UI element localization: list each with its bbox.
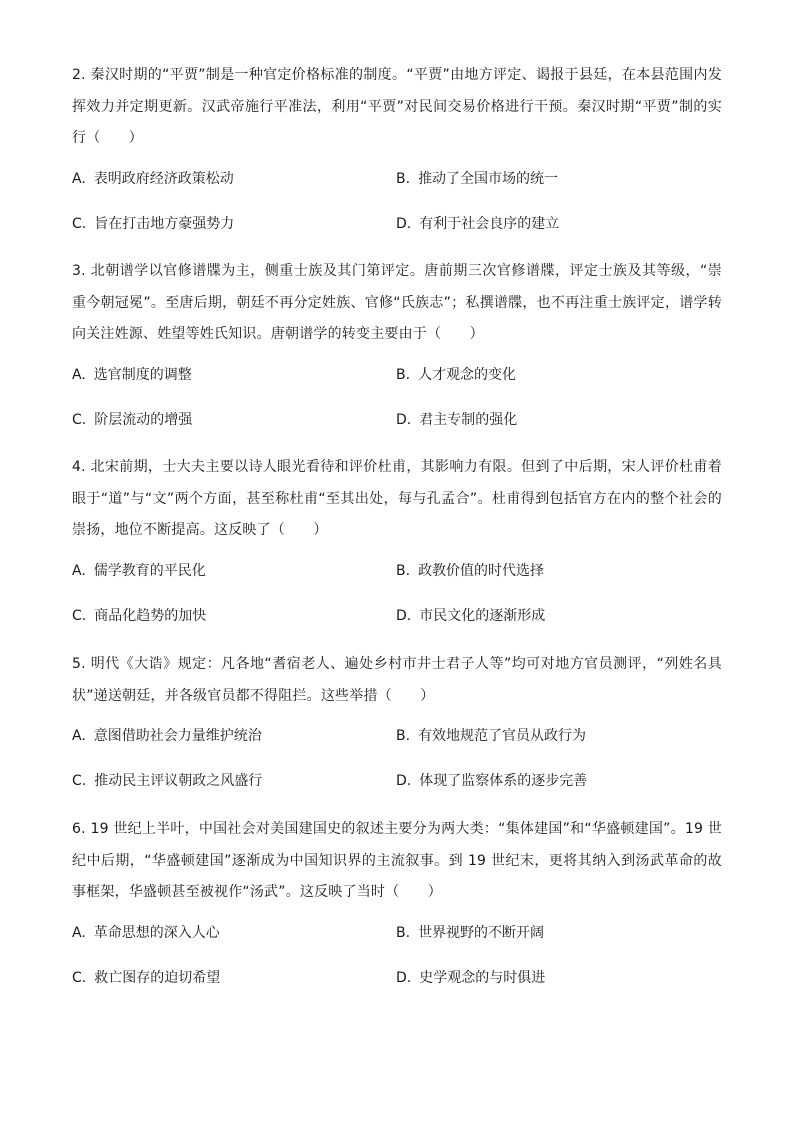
option-d[interactable]: D. 君主专制的强化 xyxy=(396,411,518,428)
question-stem: 3. 北朝谱学以官修谱牒为主，侧重士族及其门第评定。唐前期三次官修谱牒，评定士族及其等级，“崇重今朝冠冕”。至唐后期，朝廷不再分定姓族、官修“氏族志”；私撰谱牒，也不再注重士族评定，谱学转向关注姓源、姓望等姓氏知识。唐朝谱学的转变主要由于（ ） xyxy=(72,263,722,342)
option-b[interactable]: B. 有效地规范了官员从政行为 xyxy=(396,728,587,744)
question-3 xyxy=(72,256,722,431)
option-row xyxy=(72,605,722,627)
option-row xyxy=(72,967,722,989)
option-c[interactable]: C. 救亡图存的迫切希望 xyxy=(72,969,221,986)
option-a[interactable]: A. 革命思想的深入人心 xyxy=(72,924,220,941)
question-stem: 2. 秦汉时期的“平贾”制是一种官定价格标准的制度。“平贾”由地方评定、谒报于县廷，在本县范围内发挥效力并定期更新。汉武帝施行平准法，利用“平贾”对民间交易价格进行干预。秦汉时期“平贾”制的实行（ ） xyxy=(72,67,722,146)
option-row xyxy=(72,364,722,386)
question-6 xyxy=(72,814,722,989)
option-row xyxy=(72,560,722,582)
option-c[interactable]: C. 推动民主评议朝政之风盛行 xyxy=(72,773,263,789)
option-row xyxy=(72,213,722,235)
option-d[interactable]: D. 体现了监察体系的逐步完善 xyxy=(396,773,588,789)
option-row xyxy=(72,922,722,944)
option-d[interactable]: D. 史学观念的与时俱进 xyxy=(396,969,546,986)
option-a[interactable]: A. 选官制度的调整 xyxy=(72,366,192,383)
question-2 xyxy=(72,60,722,235)
question-stem: 6. 19 世纪上半叶，中国社会对美国建国史的叙述主要分为两大类：“集体建国”和“华盛顿建国”。19 世纪中后期，“华盛顿建国”逐渐成为中国知识界的主流叙事。到 19 世纪末，更将其纳入到汤武革命的故事框架，华盛顿甚至被视作“汤武”。这反映了当时（ ） xyxy=(72,821,722,900)
option-d[interactable]: D. 有利于社会良序的建立 xyxy=(396,215,560,232)
option-d[interactable]: D. 市民文化的逐渐形成 xyxy=(396,607,546,624)
question-stem: 5. 明代《大诰》规定：凡各地“耆宿老人、遍处乡村市井士君子人等”均可对地方官员测评，“列姓名具状”递送朝廷，并各级官员都不得阻拦。这些举措（ ） xyxy=(72,656,722,704)
option-row xyxy=(72,770,722,792)
option-row xyxy=(72,725,722,747)
option-b[interactable]: B. 政教价值的时代选择 xyxy=(396,562,545,579)
question-stem: 4. 北宋前期，士大夫主要以诗人眼光看待和评价杜甫，其影响力有限。但到了中后期，宋人评价杜甫着眼于“道”与“文”两个方面，甚至称杜甫“至其出处，每与孔孟合”。杜甫得到包括官方在内的整个社会的崇扬，地位不断提高。这反映了（ ） xyxy=(72,459,722,538)
option-a[interactable]: A. 表明政府经济政策松动 xyxy=(72,170,234,187)
option-b[interactable]: B. 人才观念的变化 xyxy=(396,366,517,383)
question-4 xyxy=(72,452,722,627)
option-row xyxy=(72,409,722,431)
option-b[interactable]: B. 世界视野的不断开阔 xyxy=(396,924,545,941)
option-b[interactable]: B. 推动了全国市场的统一 xyxy=(396,170,559,187)
option-c[interactable]: C. 旨在打击地方豪强势力 xyxy=(72,215,235,232)
option-c[interactable]: C. 阶层流动的增强 xyxy=(72,411,193,428)
option-c[interactable]: C. 商品化趋势的加快 xyxy=(72,607,207,624)
question-5 xyxy=(72,649,722,792)
option-row xyxy=(72,168,722,190)
option-a[interactable]: A. 儒学教育的平民化 xyxy=(72,562,206,579)
option-a[interactable]: A. 意图借助社会力量维护统治 xyxy=(72,728,262,744)
